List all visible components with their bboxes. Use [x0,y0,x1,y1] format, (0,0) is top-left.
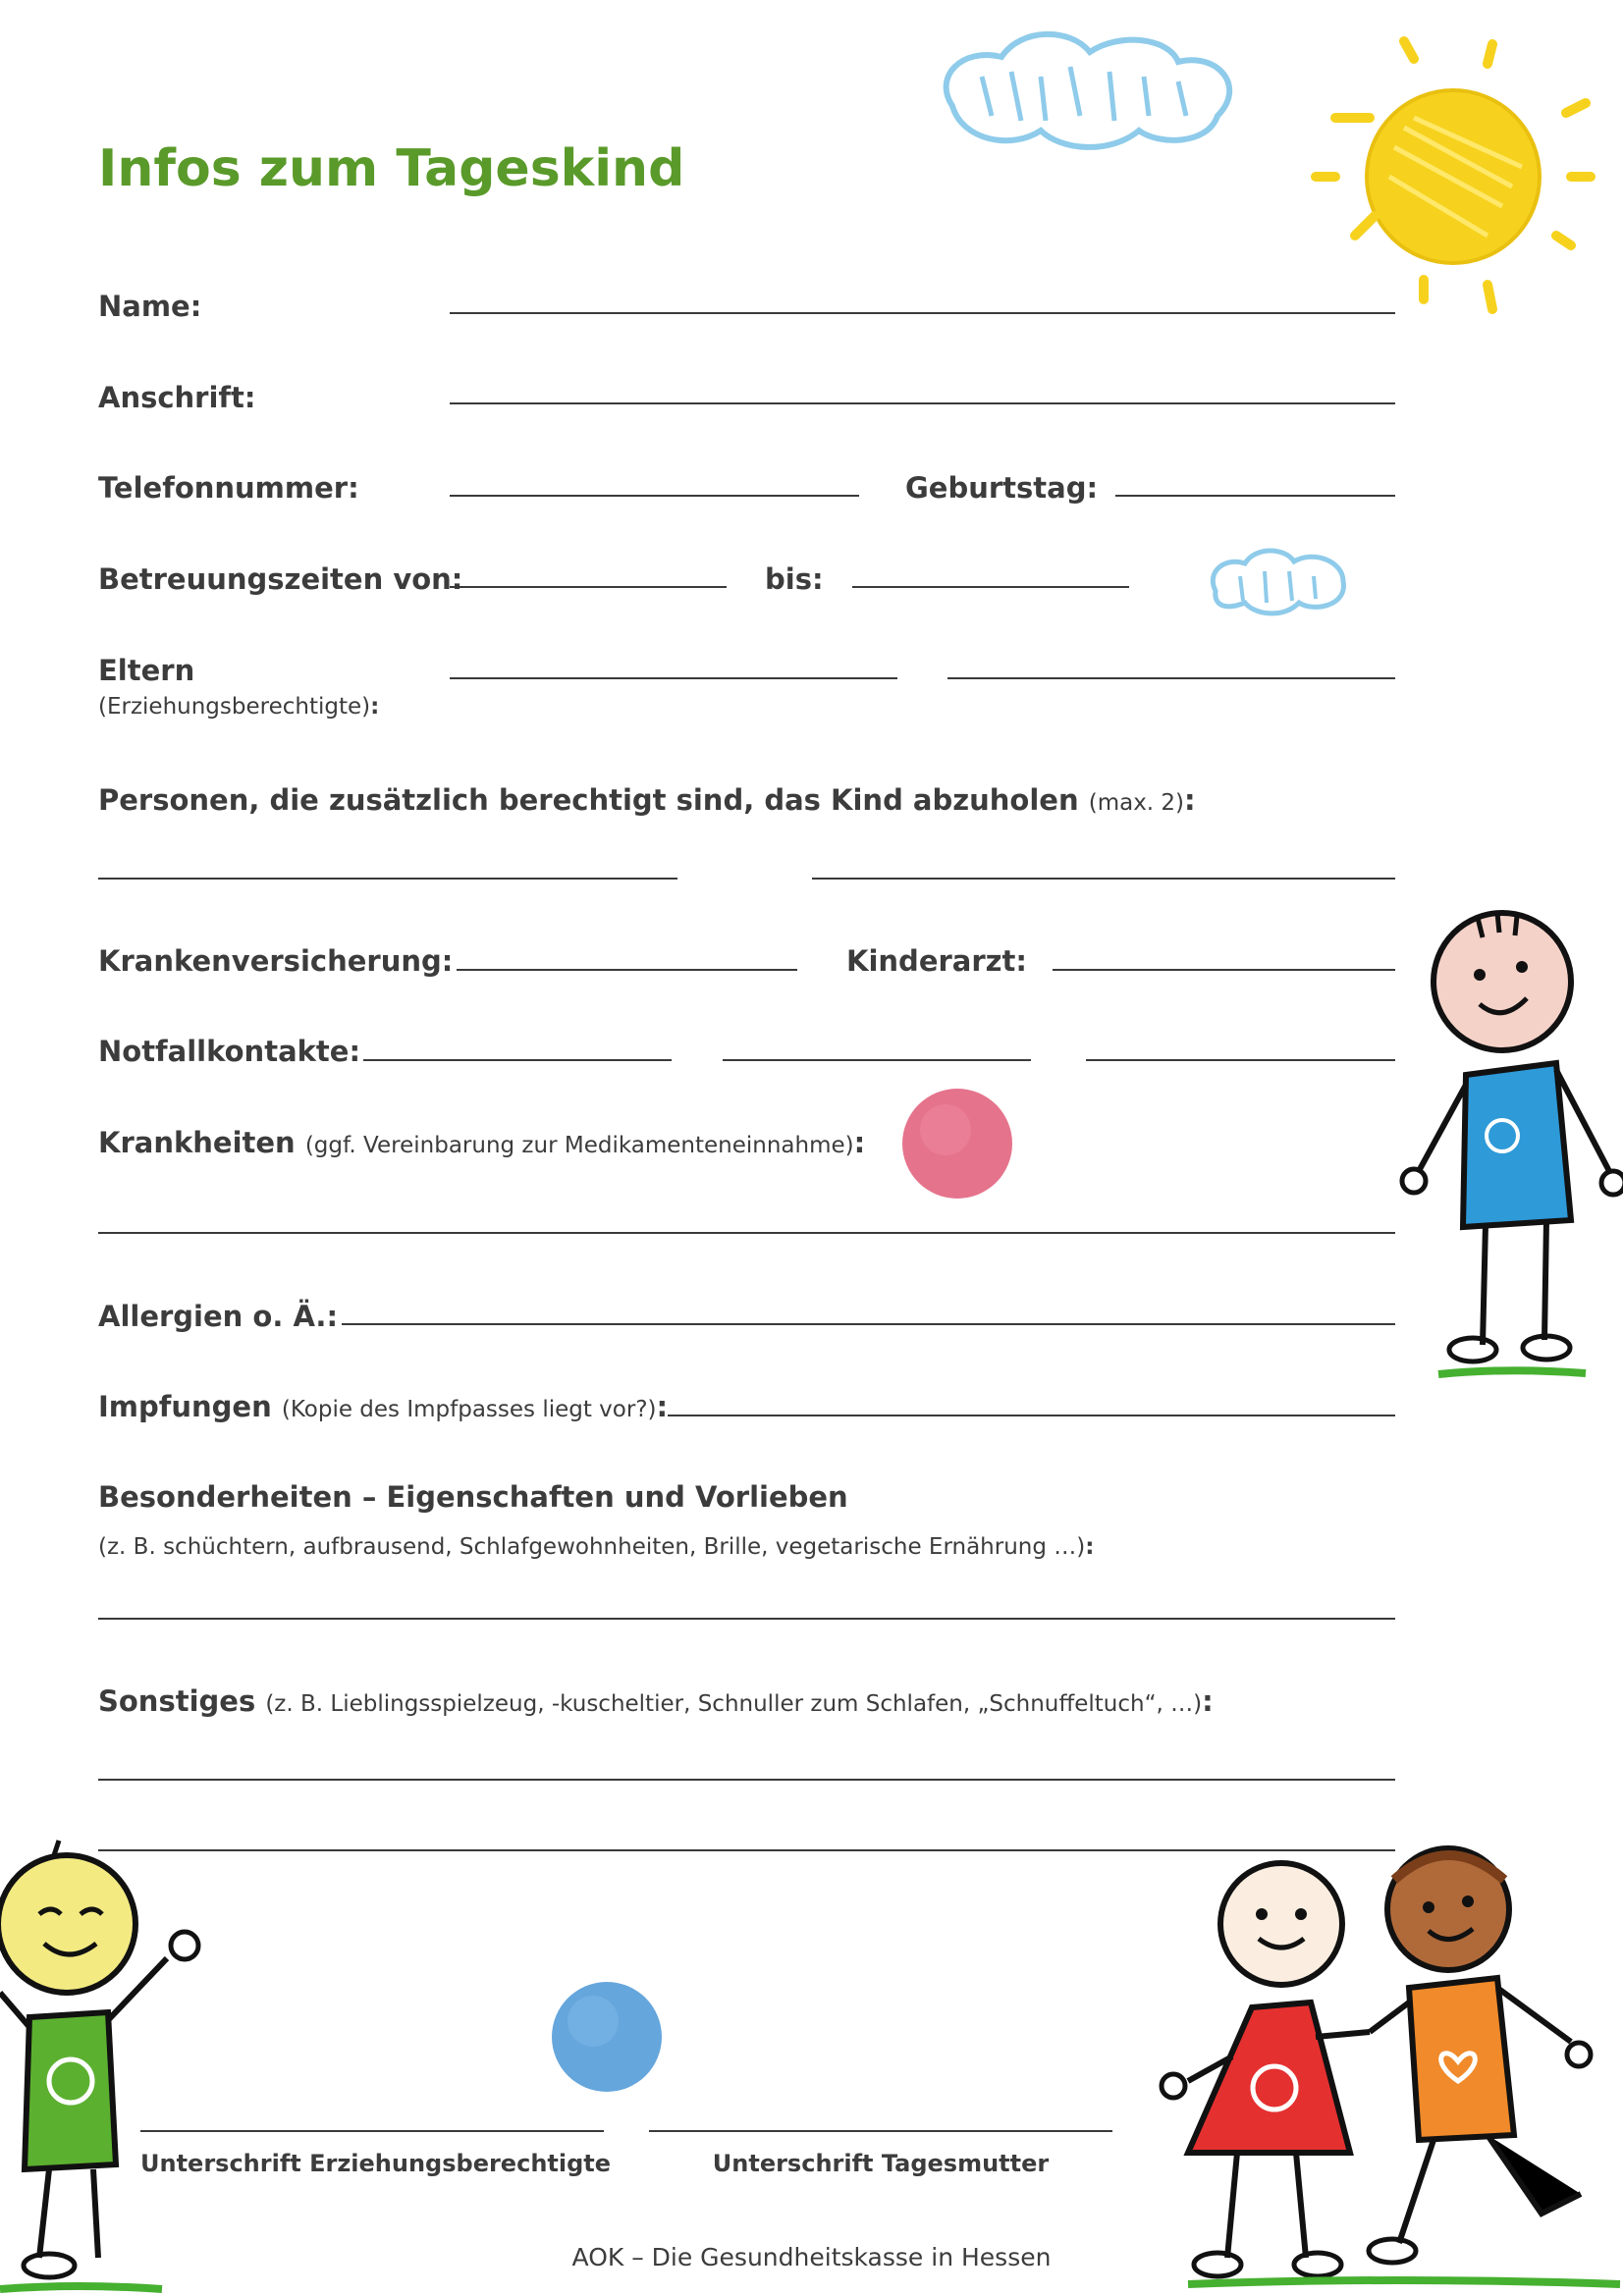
care-times-from-label: Betreuungszeiten von: [98,562,463,596]
parents-signature-line[interactable] [140,2130,604,2132]
birthday-input-line[interactable] [1115,495,1395,497]
address-label: Anschrift: [98,381,256,414]
birthday-label: Geburtstag: [905,471,1099,505]
health-insurance-input-line[interactable] [457,969,797,971]
emergency-contacts-label: Notfallkontakte: [98,1035,361,1068]
special-traits-label: Besonderheiten – Eigenschaften und Vorlieben [98,1480,848,1514]
address-input-line[interactable] [450,402,1395,404]
parents-signature-label: Unterschrift Erziehungsberechtigte [140,2150,612,2177]
pediatrician-label: Kinderarzt: [846,944,1027,978]
illnesses-label: Krankheiten (ggf. Vereinbarung zur Medikamenteneinnahme): [98,1126,866,1159]
blue-watercolor-dot [548,1978,666,2096]
allergies-input-line[interactable] [342,1323,1395,1325]
special-traits-note: (z. B. schüchtern, aufbrausend, Schlafgewohnheiten, Brille, vegetarische Ernährung …): [98,1534,1095,1560]
parent-2-input-line[interactable] [947,677,1395,679]
care-times-to-input-line[interactable] [852,586,1129,588]
footer-text: AOK – Die Gesundheitskasse in Hessen [571,2243,1052,2271]
childminder-signature-line[interactable] [649,2130,1112,2132]
vaccinations-input-line[interactable] [668,1415,1395,1416]
cloud-drawing-large [923,18,1276,155]
sun-drawing [1276,39,1610,334]
pink-watercolor-dot [898,1085,1016,1202]
children-drawing-bottom-right [1149,1841,1623,2296]
health-insurance-label: Krankenversicherung: [98,944,454,978]
emergency-contact-3-input-line[interactable] [1086,1059,1395,1061]
other-label: Sonstiges (z. B. Lieblingsspielzeug, -kuscheltier, Schnuller zum Schlafen, „Schnuffeltuch“, …): [98,1684,1214,1718]
other-input-line-1[interactable] [98,1779,1395,1781]
emergency-contact-1-input-line[interactable] [363,1059,672,1061]
pediatrician-input-line[interactable] [1053,969,1395,971]
child-drawing-right [1389,908,1623,1384]
childminder-signature-label: Unterschrift Tagesmutter [712,2150,1050,2177]
child-drawing-left [0,1845,216,2296]
illnesses-input-line[interactable] [98,1232,1395,1234]
other-input-line-2[interactable] [98,1849,1395,1851]
name-input-line[interactable] [450,312,1395,314]
name-label: Name: [98,290,202,323]
vaccinations-label: Impfungen (Kopie des Impfpasses liegt vor?): [98,1390,669,1423]
pickup-persons-label: Personen, die zusätzlich berechtigt sind, das Kind abzuholen (max. 2): [98,783,1196,817]
pickup-person-1-input-line[interactable] [98,878,677,880]
parent-1-input-line[interactable] [450,677,897,679]
phone-label: Telefonnummer: [98,471,359,505]
phone-input-line[interactable] [450,495,859,497]
emergency-contact-2-input-line[interactable] [723,1059,1031,1061]
cloud-drawing-small [1206,542,1353,620]
pickup-person-2-input-line[interactable] [812,878,1395,880]
allergies-label: Allergien o. Ä.: [98,1300,339,1333]
care-times-to-label: bis: [765,562,824,596]
page-title: Infos zum Tageskind [98,139,685,198]
parents-label: Eltern [98,654,195,687]
parents-note: (Erziehungsberechtigte): [98,694,380,720]
special-traits-input-line[interactable] [98,1618,1395,1620]
care-times-from-input-line[interactable] [450,586,727,588]
